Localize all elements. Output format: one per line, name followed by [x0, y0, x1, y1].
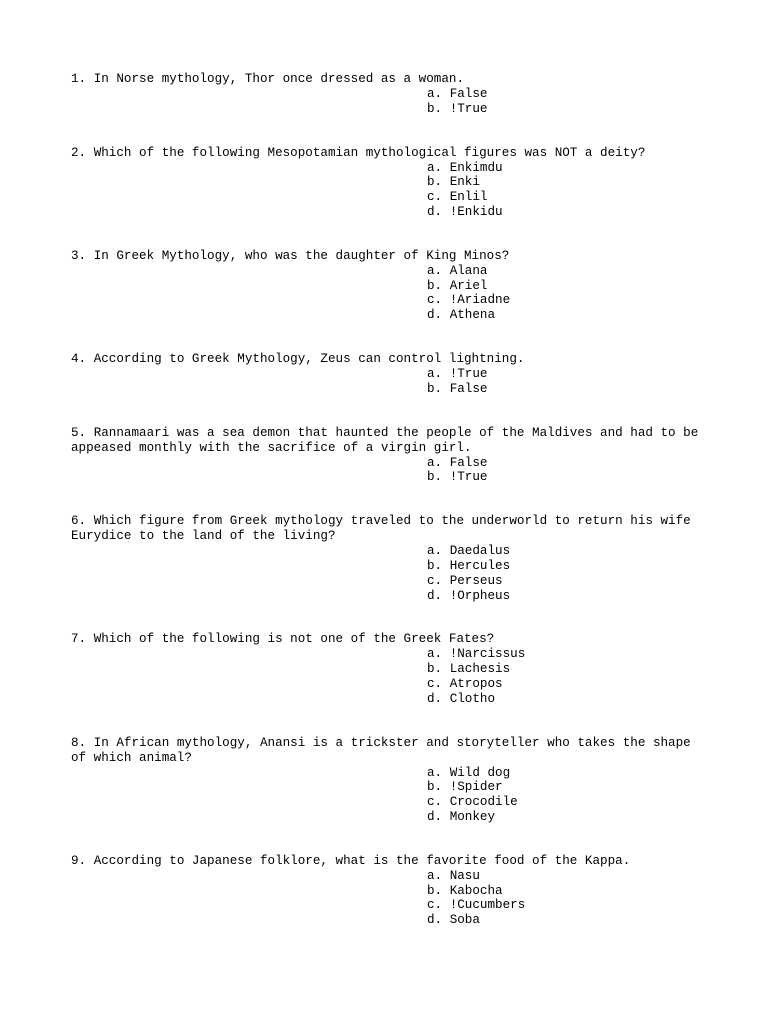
answer-options — [71, 87, 711, 117]
answer-option — [427, 898, 711, 913]
answer-option — [427, 308, 711, 323]
option-letter: d. — [427, 809, 443, 824]
option-letter: d. — [427, 691, 443, 706]
option-text: Soba — [449, 913, 480, 928]
answer-options — [71, 161, 711, 220]
option-text: Perseus — [449, 573, 503, 588]
answer-option — [427, 810, 711, 825]
option-letter: b. — [427, 278, 443, 293]
question-block — [71, 146, 711, 220]
option-text: Enlil — [449, 190, 488, 205]
option-letter: b. — [427, 780, 443, 795]
question-number: 6. — [71, 514, 87, 529]
question-text — [71, 72, 711, 87]
question-text — [71, 632, 711, 647]
option-letter: a. — [427, 263, 443, 278]
question-block — [71, 352, 711, 397]
option-text: Daedalus — [449, 544, 511, 559]
option-text: False — [449, 381, 488, 396]
question-prompt: Rannamaari was a sea demon that haunted the people of the Maldives and had to be appeased monthly with the sacrifice of a virgin girl. — [71, 425, 699, 455]
option-text: Lachesis — [449, 662, 511, 677]
option-text: !Enkidu — [449, 204, 503, 219]
option-letter: c. — [427, 293, 443, 308]
option-letter: a. — [427, 366, 443, 381]
question-prompt: In Norse mythology, Thor once dressed as a woman. — [93, 72, 465, 86]
answer-option — [427, 190, 711, 205]
answer-option — [427, 647, 711, 662]
option-text: Wild dog — [449, 765, 511, 780]
answer-option — [427, 766, 711, 781]
question-number: 9. — [71, 853, 87, 868]
answer-options — [71, 766, 711, 825]
question-number: 7. — [71, 632, 87, 647]
question-text — [71, 146, 711, 161]
option-letter: c. — [427, 190, 443, 205]
question-block — [71, 249, 711, 323]
option-text: !Orpheus — [449, 588, 511, 603]
question-block — [71, 736, 711, 825]
quiz-document — [71, 72, 711, 957]
question-text — [71, 249, 711, 264]
option-text: Kabocha — [449, 883, 503, 898]
option-text: Crocodile — [449, 795, 518, 810]
answer-options — [71, 647, 711, 706]
option-text: False — [449, 455, 488, 470]
option-text: !True — [449, 366, 488, 381]
question-number: 1. — [71, 72, 87, 86]
question-text — [71, 514, 711, 544]
question-number: 4. — [71, 351, 87, 366]
answer-options — [71, 367, 711, 397]
answer-option — [427, 382, 711, 397]
option-text: Monkey — [449, 809, 496, 824]
answer-option — [427, 869, 711, 884]
option-letter: b. — [427, 470, 443, 485]
question-number: 3. — [71, 248, 87, 263]
answer-option — [427, 662, 711, 677]
answer-options — [71, 869, 711, 928]
option-text: Enkimdu — [449, 160, 503, 175]
question-number: 5. — [71, 425, 87, 440]
answer-options — [71, 544, 711, 603]
option-letter: c. — [427, 898, 443, 913]
option-text: Hercules — [449, 558, 511, 573]
question-text — [71, 426, 711, 456]
question-prompt: In Greek Mythology, who was the daughter of King Minos? — [93, 248, 510, 263]
option-letter: a. — [427, 647, 443, 662]
option-letter: d. — [427, 913, 443, 928]
answer-option — [427, 913, 711, 928]
option-text: Enki — [449, 175, 480, 190]
answer-option — [427, 589, 711, 604]
question-prompt: Which figure from Greek mythology traveled to the underworld to return his wife Eurydice to the land of the living? — [71, 514, 691, 544]
question-text — [71, 352, 711, 367]
option-text: !True — [449, 470, 488, 485]
answer-options — [71, 456, 711, 486]
option-text: !Cucumbers — [449, 898, 526, 913]
answer-option — [427, 795, 711, 810]
option-letter: b. — [427, 101, 443, 116]
answer-option — [427, 102, 711, 117]
option-text: Alana — [449, 263, 488, 278]
answer-option — [427, 470, 711, 485]
question-block — [71, 426, 711, 486]
option-text: Athena — [449, 308, 496, 323]
option-letter: d. — [427, 588, 443, 603]
question-block — [71, 72, 711, 117]
option-text: Ariel — [449, 278, 488, 293]
option-letter: b. — [427, 381, 443, 396]
option-letter: a. — [427, 544, 443, 559]
answer-option — [427, 677, 711, 692]
question-block — [71, 632, 711, 706]
option-letter: d. — [427, 204, 443, 219]
question-prompt: Which of the following is not one of the Greek Fates? — [93, 632, 495, 647]
answer-option — [427, 264, 711, 279]
option-text: Nasu — [449, 868, 480, 883]
option-text: !Narcissus — [449, 647, 526, 662]
option-letter: a. — [427, 455, 443, 470]
question-prompt: According to Japanese folklore, what is the favorite food of the Kappa. — [93, 853, 631, 868]
option-letter: c. — [427, 573, 443, 588]
answer-option — [427, 780, 711, 795]
answer-option — [427, 884, 711, 899]
option-letter: a. — [427, 868, 443, 883]
answer-option — [427, 574, 711, 589]
answer-option — [427, 175, 711, 190]
question-prompt: Which of the following Mesopotamian mythological figures was NOT a deity? — [93, 145, 646, 160]
option-letter: b. — [427, 883, 443, 898]
option-letter: b. — [427, 662, 443, 677]
answer-option — [427, 87, 711, 102]
answer-option — [427, 293, 711, 308]
option-letter: a. — [427, 87, 443, 101]
option-letter: c. — [427, 795, 443, 810]
option-text: !True — [449, 101, 488, 116]
question-block — [71, 854, 711, 928]
answer-option — [427, 161, 711, 176]
answer-options — [71, 264, 711, 323]
option-letter: d. — [427, 308, 443, 323]
option-text: Atropos — [449, 676, 503, 691]
answer-option — [427, 692, 711, 707]
option-letter: c. — [427, 676, 443, 691]
option-text: !Spider — [449, 780, 503, 795]
answer-option — [427, 279, 711, 294]
option-letter: b. — [427, 558, 443, 573]
answer-option — [427, 205, 711, 220]
option-letter: a. — [427, 160, 443, 175]
answer-option — [427, 544, 711, 559]
option-letter: a. — [427, 765, 443, 780]
answer-option — [427, 456, 711, 471]
option-text: False — [449, 87, 488, 101]
question-text — [71, 854, 711, 869]
question-text — [71, 736, 711, 766]
answer-option — [427, 559, 711, 574]
option-text: !Ariadne — [449, 293, 511, 308]
question-prompt: In African mythology, Anansi is a trickster and storyteller who takes the shape of which animal? — [71, 735, 691, 765]
question-number: 8. — [71, 735, 87, 750]
option-letter: b. — [427, 175, 443, 190]
question-block — [71, 514, 711, 603]
answer-option — [427, 367, 711, 382]
question-prompt: According to Greek Mythology, Zeus can control lightning. — [93, 351, 525, 366]
question-number: 2. — [71, 145, 87, 160]
option-text: Clotho — [449, 691, 496, 706]
